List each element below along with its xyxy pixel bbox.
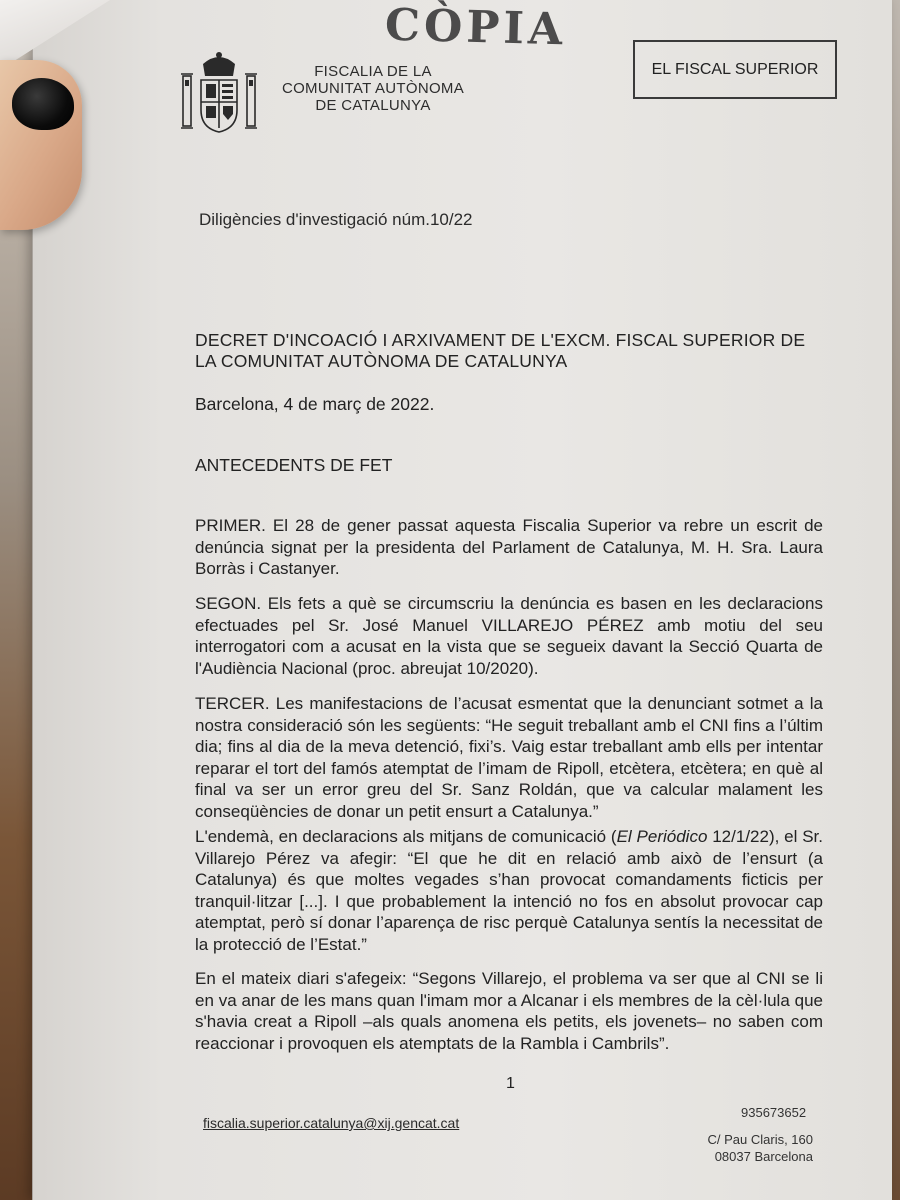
copy-stamp: CÒPIA [384,0,567,56]
institution-line-3: DE CATALUNYA [315,97,431,114]
paragraph-endema [195,826,823,955]
decree-title-line-2: LA COMUNITAT AUTÒNOMA DE CATALUNYA [195,351,568,371]
endema-text-start: L'endemà, en declaracions als mitjans de comunicació ( [195,827,617,846]
paragraph-segon: SEGON. Els fets a què se circumscriu la denúncia es basen en les declaracions efectuades pel Sr. José Manuel VILLAREJO PÉREZ amb motiu del seu interrogatori com a acusat en la vista que se segueix davant la Secció Quarta de l'Audiència Nacional (proc. abreujat 10/2020). [195,594,823,678]
document-date: Barcelona, 4 de març de 2022. [195,394,435,414]
address-line-2: 08037 Barcelona [714,1149,813,1164]
paragraph-primer: PRIMER. El 28 de gener passat aquesta Fiscalia Superior va rebre un escrit de denúncia signat per la presidenta del Parlament de Catalunya, M. H. Sra. Laura Borràs i Castanyer. [195,516,823,578]
contact-address [693,1131,813,1165]
decree-title-line-1: DECRET D'INCOACIÓ I ARXIVAMENT DE L'EXCM. FISCAL SUPERIOR DE [195,330,806,350]
fingernail [12,78,74,130]
address-line-1: C/ Pau Claris, 160 [707,1132,813,1147]
institution-name [273,63,473,114]
fiscal-superior-box: EL FISCAL SUPERIOR [633,40,837,99]
case-reference: Diligències d'investigació núm.10/22 [199,210,473,229]
decree-title [195,330,845,372]
section-heading: ANTECEDENTS DE FET [195,455,393,475]
endema-text-end: 12/1/22), el Sr. Villarejo Pérez va afegir: “El que he dit en relació amb això de l’ensurt (a Catalunya) és que moltes vegades s’han provocat comandaments ficticis per tranquil·litzar [...]. I que probablement la intenció no fos en absolut provocar cap atemptat, però sí donar l’aparença de risc perquè Catalunya sentís la necessitat de la protecció de l’Estat.” [195,827,823,954]
document-page [32,0,892,1200]
page-number: 1 [506,1075,515,1092]
institution-line-2: COMUNITAT AUTÒNOMA [281,80,465,97]
contact-phone: 935673652 [741,1105,807,1120]
paragraph-tercer: TERCER. Les manifestacions de l’acusat esmentat que la denunciant sotmet a la nostra consideració són les següents: “He seguit treballant amb el CNI fins a l’últim dia; fins al dia de la meva detenció, fixi’s. Vaig estar treballant amb ells per intentar reparar el tort del famós atemptat de l’imam de Ripoll, etcètera, etcètera; en què al final va ser un error greu del Sr. Sanz Roldán, que va calcular malament les conseqüències de donar un petit ensurt a Catalunya.” [195,694,823,821]
coat-of-arms-icon [179,50,259,138]
paragraph-mateix-diari: En el mateix diari s'afegeix: “Segons Villarejo, el problema va ser que al CNI se li en va anar de les mans quan l'imam mor a Alcanar i els membres de la cèl·lula que s'havia creat a Ripoll –als quals anomena els petits, els jovenets– no saben com reaccionar i provoquen els atemptats de la Rambla i Cambrils”. [195,969,823,1053]
contact-email-link[interactable]: fiscalia.superior.catalunya@xij.gencat.cat [203,1115,460,1131]
newspaper-name: El Periódico [616,827,708,846]
institution-line-1: FISCALIA DE LA [314,63,432,80]
